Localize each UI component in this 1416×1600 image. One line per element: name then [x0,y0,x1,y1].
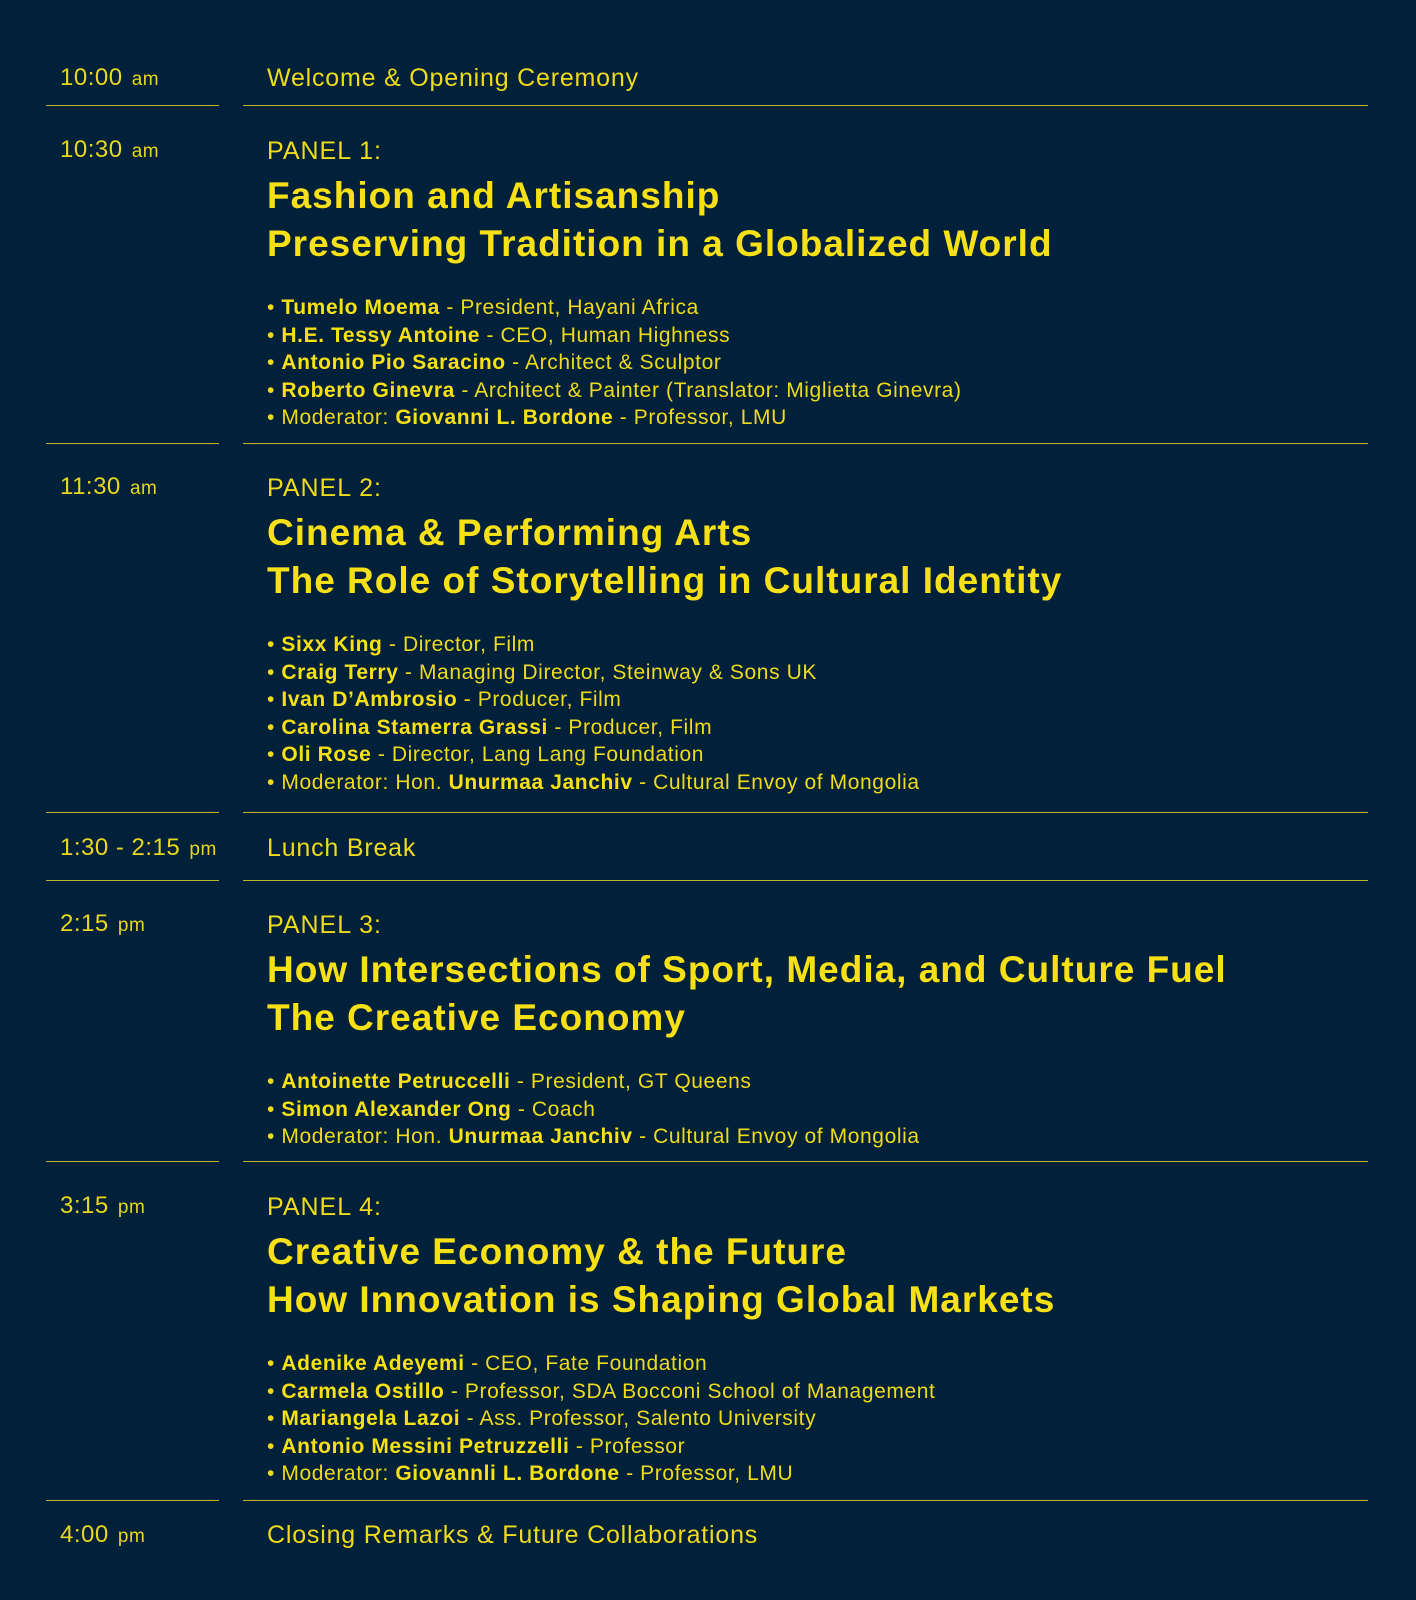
bullet-icon: • [267,378,282,402]
speaker-item [267,1123,1356,1151]
bullet-icon: • [267,688,282,711]
speaker-item [267,659,1356,687]
speaker-item [267,349,1356,377]
speaker-name: Sixx King [281,633,383,656]
speaker-name: Antonio Pio Saracino [281,351,506,374]
panel-title-line: How Intersections of Sport, Media, and Culture Fuel [267,949,1227,990]
agenda-time [60,910,145,938]
time-value: 2:15 [60,910,109,937]
divider [46,880,219,881]
panel-label: PANEL 2: [267,474,382,502]
panel-title-line: How Innovation is Shaping Global Markets [267,1279,1056,1320]
speaker-role: - President, Hayani Africa [439,296,699,319]
time-suffix: am [129,478,158,499]
time-value: 10:30 [60,136,123,163]
speaker-role: - Producer, Film [457,688,622,711]
speaker-role: - Professor [569,1434,686,1458]
speaker-list [267,1350,1356,1488]
speaker-role: - Ass. Professor, Salento University [460,1407,817,1430]
speaker-name: Carmela Ostillo [281,1379,445,1403]
panel-title [267,509,1356,605]
divider [46,812,219,813]
speaker-prefix: Moderator: Hon. [281,1125,449,1148]
speaker-name: Craig Terry [281,660,399,684]
panel-label: PANEL 1: [267,137,382,165]
speaker-item [267,294,1356,322]
panel-block [267,910,1356,1151]
speaker-name: Unurmaa Janchiv [448,770,633,794]
speaker-list [267,631,1356,796]
speaker-name: Antoinette Petruccelli [281,1070,511,1093]
bullet-icon: • [267,1097,282,1121]
speaker-name: Tumelo Moema [281,296,440,319]
panel-label: PANEL 3: [267,911,382,939]
bullet-icon: • [267,406,282,429]
speaker-item [267,1460,1356,1488]
panel-title-line: The Role of Storytelling in Cultural Identity [267,560,1063,601]
speaker-name: Ivan D’Ambrosio [281,688,458,711]
time-suffix: pm [117,915,146,936]
speaker-name: Carolina Stamerra Grassi [281,715,548,739]
agenda-title: Lunch Break [267,834,417,862]
panel-title-line: Preserving Tradition in a Globalized World [267,223,1053,264]
time-value: 10:00 [60,64,123,91]
agenda-time [60,136,159,164]
bullet-icon: • [267,1434,282,1458]
bullet-icon: • [267,633,282,656]
bullet-icon: • [267,323,282,347]
bullet-icon: • [267,1407,282,1430]
speaker-item [267,1433,1356,1461]
bullet-icon: • [267,1462,282,1485]
panel-title-line: Fashion and Artisanship [267,175,721,216]
divider [243,1161,1368,1162]
speaker-prefix: Moderator: Hon. [281,770,449,794]
bullet-icon: • [267,1070,282,1093]
bullet-icon: • [267,660,282,684]
speaker-list [267,1068,1356,1151]
panel-block [267,1192,1356,1488]
panel-title [267,172,1356,268]
agenda-time [60,473,157,501]
speaker-role: - Architect & Painter (Translator: Miglietta Ginevra) [454,378,962,402]
bullet-icon: • [267,770,282,794]
speaker-item [267,741,1356,769]
speaker-role: - Producer, Film [547,715,713,739]
panel-title-line: Creative Economy & the Future [267,1231,848,1272]
speaker-item [267,686,1356,714]
bullet-icon: • [267,296,282,319]
time-suffix: pm [189,839,217,860]
panel-block [267,136,1356,432]
agenda-title: Welcome & Opening Ceremony [267,64,639,92]
speaker-role: - Professor, LMU [619,1462,794,1485]
bullet-icon: • [267,1379,282,1403]
speaker-item [267,1068,1356,1096]
divider [243,1500,1368,1501]
panel-label: PANEL 4: [267,1193,382,1221]
speaker-role: - Professor, LMU [613,406,787,429]
divider [243,812,1368,813]
speaker-name: Oli Rose [281,743,372,766]
speaker-role: - CEO, Fate Foundation [464,1352,708,1375]
speaker-name: Simon Alexander Ong [281,1097,512,1121]
time-value: 4:00 [60,1521,109,1548]
speaker-prefix: Moderator: [281,406,396,429]
speaker-role: - Architect & Sculptor [505,351,722,374]
agenda-time [60,1521,145,1549]
time-value: 1:30 - 2:15 [60,834,181,861]
speaker-item [267,1096,1356,1124]
bullet-icon: • [267,715,282,739]
time-value: 3:15 [60,1192,109,1219]
speaker-item [267,769,1356,797]
bullet-icon: • [267,351,282,374]
divider [46,1161,219,1162]
agenda-time [60,64,159,92]
time-value: 11:30 [60,473,121,500]
time-suffix: pm [117,1526,146,1547]
speaker-role: - President, GT Queens [510,1070,752,1093]
divider [243,443,1368,444]
bullet-icon: • [267,1352,282,1375]
speaker-item [267,714,1356,742]
speaker-name: Roberto Ginevra [281,378,455,402]
speaker-role: - Professor, SDA Bocconi School of Management [444,1379,936,1403]
time-suffix: am [131,141,160,162]
speaker-role: - Director, Film [382,633,536,656]
speaker-name: H.E. Tessy Antoine [281,323,481,347]
panel-block [267,473,1356,796]
speaker-item [267,1405,1356,1433]
speaker-name: Adenike Adeyemi [281,1352,465,1375]
time-suffix: pm [117,1197,146,1218]
agenda-title: Closing Remarks & Future Collaborations [267,1521,759,1549]
agenda-time [60,834,217,862]
speaker-prefix: Moderator: [281,1462,396,1485]
panel-title-line: Cinema & Performing Arts [267,512,753,553]
speaker-item [267,377,1356,405]
divider [46,105,219,106]
divider [243,880,1368,881]
divider [243,105,1368,106]
speaker-item [267,404,1356,432]
time-suffix: am [131,69,160,90]
speaker-name: Giovannli L. Bordone [395,1462,620,1485]
speaker-role: - Cultural Envoy of Mongolia [632,770,920,794]
speaker-name: Mariangela Lazoi [281,1407,461,1430]
speaker-item [267,631,1356,659]
speaker-list [267,294,1356,432]
speaker-name: Unurmaa Janchiv [448,1125,633,1148]
speaker-item [267,1378,1356,1406]
speaker-role: - Coach [511,1097,596,1121]
panel-title [267,1228,1356,1324]
divider [46,443,219,444]
speaker-name: Antonio Messini Petruzzelli [281,1434,570,1458]
speaker-role: - Cultural Envoy of Mongolia [632,1125,920,1148]
agenda-time [60,1192,145,1220]
panel-title-line: The Creative Economy [267,997,686,1038]
speaker-role: - CEO, Human Highness [480,323,731,347]
speaker-role: - Director, Lang Lang Foundation [371,743,705,766]
speaker-role: - Managing Director, Steinway & Sons UK [398,660,817,684]
bullet-icon: • [267,743,282,766]
divider [46,1500,219,1501]
speaker-name: Giovanni L. Bordone [395,406,614,429]
speaker-item [267,322,1356,350]
panel-title [267,946,1356,1042]
bullet-icon: • [267,1125,282,1148]
speaker-item [267,1350,1356,1378]
